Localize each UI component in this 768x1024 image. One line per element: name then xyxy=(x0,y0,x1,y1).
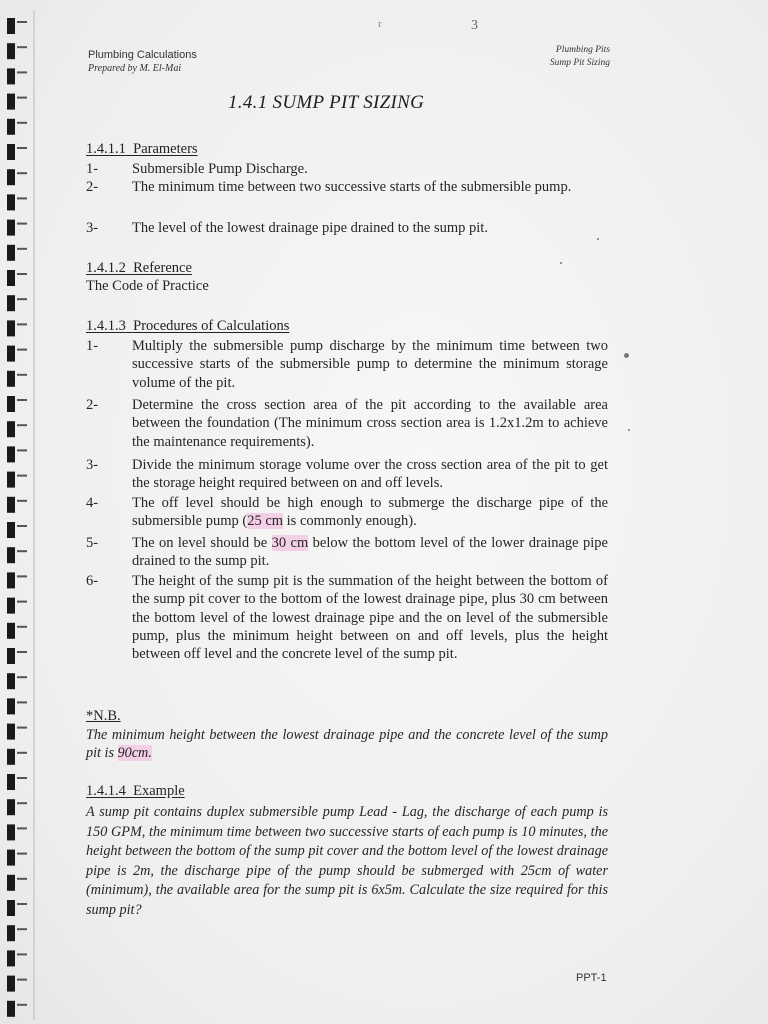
binding-hole xyxy=(7,724,15,740)
binding-tick xyxy=(17,979,27,981)
list-item xyxy=(86,337,606,393)
binding-tick xyxy=(17,601,27,603)
page-title: 1.4.1 SUMP PIT SIZING xyxy=(228,92,425,113)
binding-hole xyxy=(7,220,15,236)
binding-tick xyxy=(17,147,27,149)
section-title: Parameters xyxy=(133,141,198,157)
highlighted-value: 90cm. xyxy=(117,745,152,761)
binding-tick xyxy=(17,273,27,275)
item-number: 5- xyxy=(86,535,99,551)
binding-tick xyxy=(17,575,27,577)
binding-hole xyxy=(7,749,15,765)
binding-hole xyxy=(7,497,15,513)
list-item xyxy=(86,396,606,452)
binding-tick xyxy=(17,676,27,678)
header-topic: Sump Pit Sizing xyxy=(549,58,610,68)
item-text xyxy=(132,534,608,571)
binding-hole xyxy=(7,119,15,135)
binding-hole xyxy=(7,371,15,387)
binding-hole xyxy=(7,346,15,362)
binding-hole xyxy=(7,522,15,538)
header-left xyxy=(88,48,197,76)
binding-strip xyxy=(4,10,42,1020)
binding-tick xyxy=(17,827,27,829)
binding-tick xyxy=(17,21,27,23)
section-example-heading xyxy=(86,783,185,800)
item-number: 3- xyxy=(86,220,99,236)
text-run: is commonly enough). xyxy=(283,513,417,530)
list-item xyxy=(86,572,606,687)
binding-hole xyxy=(7,673,15,689)
item-text: Determine the cross section area of the pit according to the available area between the foundation (The minimum cross section area is 1.2x1.2m to achieve the maintenance requirements). xyxy=(132,397,608,450)
header-right xyxy=(515,44,610,70)
binding-hole xyxy=(7,320,15,336)
text-run: below the bottom level of the lower drainage pipe drained to the sump pit. xyxy=(132,535,608,570)
list-item xyxy=(86,534,606,572)
binding-hole xyxy=(7,572,15,588)
item-number: 2- xyxy=(86,397,99,413)
reference-text: The Code of Practice xyxy=(86,278,209,294)
binding-holes-graphic xyxy=(4,10,42,1020)
binding-tick xyxy=(17,323,27,325)
binding-tick xyxy=(17,349,27,351)
binding-tick xyxy=(17,197,27,199)
binding-tick xyxy=(17,752,27,754)
binding-tick xyxy=(17,1004,27,1006)
binding-hole xyxy=(7,295,15,311)
section-number: 1.4.1.1 xyxy=(86,141,126,157)
list-item xyxy=(86,456,606,494)
list-item xyxy=(86,494,606,532)
binding-hole xyxy=(7,94,15,110)
text-run: The minimum height between the lowest drainage pipe and the concrete level of the sump pit is xyxy=(86,727,608,761)
binding-tick xyxy=(17,802,27,804)
binding-tick xyxy=(17,928,27,930)
header-doc-title: Plumbing Calculations xyxy=(88,49,197,61)
binding-tick xyxy=(17,550,27,552)
binding-hole xyxy=(7,824,15,840)
binding-hole xyxy=(7,446,15,462)
binding-hole xyxy=(7,900,15,916)
binding-tick xyxy=(17,223,27,225)
binding-tick xyxy=(17,777,27,779)
binding-tick xyxy=(17,374,27,376)
binding-tick xyxy=(17,953,27,955)
list-item xyxy=(86,160,606,180)
section-number: 1.4.1.4 xyxy=(86,783,126,799)
binding-tick xyxy=(17,525,27,527)
binding-tick xyxy=(17,651,27,653)
binding-hole xyxy=(7,68,15,84)
example-text: A sump pit contains duplex submersible pump Lead - Lag, the discharge of each pump is 150 GPM, the minimum time between two successive starts of each pump is 10 minutes, the height between the bottom of the sump pit cover and the bottom level of the lowest drainage pipe is 2m, the discharge pipe of the pump should be submerged with 25cm of water (minimum), the available area for the sump pit is 6x5m. Calculate the size required for this sump pit? xyxy=(86,804,608,918)
section-reference-heading xyxy=(86,260,192,277)
scan-speck xyxy=(560,262,562,264)
item-text xyxy=(132,494,608,531)
scan-speck xyxy=(628,429,630,431)
binding-tick xyxy=(17,399,27,401)
binding-hole xyxy=(7,194,15,210)
binding-hole xyxy=(7,799,15,815)
binding-tick xyxy=(17,424,27,426)
binding-hole xyxy=(7,144,15,160)
item-number: 1- xyxy=(86,161,99,177)
binding-tick xyxy=(17,475,27,477)
binding-hole xyxy=(7,18,15,34)
section-procedures-heading xyxy=(86,318,289,335)
binding-tick xyxy=(17,71,27,73)
binding-hole xyxy=(7,950,15,966)
binding-hole xyxy=(7,472,15,488)
list-item xyxy=(86,219,606,239)
binding-hole xyxy=(7,648,15,664)
binding-hole xyxy=(7,245,15,261)
scan-mark: r xyxy=(378,18,382,30)
item-number: 4- xyxy=(86,495,99,511)
section-title: Reference xyxy=(133,260,192,276)
binding-tick xyxy=(17,248,27,250)
binding-hole xyxy=(7,698,15,714)
highlighted-value: 25 cm xyxy=(247,513,284,530)
binding-hole xyxy=(7,396,15,412)
binding-tick xyxy=(17,46,27,48)
section-title: Procedures of Calculations xyxy=(133,318,290,334)
binding-tick xyxy=(17,122,27,124)
item-text: The minimum time between two successive starts of the submersible pump. xyxy=(132,179,572,195)
binding-tick xyxy=(17,626,27,628)
scan-speck xyxy=(597,238,599,240)
item-number: 3- xyxy=(86,457,99,473)
binding-hole xyxy=(7,421,15,437)
binding-tick xyxy=(17,878,27,880)
section-number: 1.4.1.3 xyxy=(86,318,126,334)
binding-tick xyxy=(17,701,27,703)
binding-hole xyxy=(7,598,15,614)
header-author: Prepared by M. El-Mai xyxy=(88,63,182,74)
item-text: Multiply the submersible pump discharge by the minimum time between two successive starts of the submersible pump to determine the minimum storage volume of the pit. xyxy=(132,338,608,391)
binding-tick xyxy=(17,449,27,451)
binding-tick xyxy=(17,903,27,905)
note-heading: *N.B. xyxy=(86,708,121,724)
note-text xyxy=(86,726,608,762)
binding-hole xyxy=(7,169,15,185)
item-text: Divide the minimum storage volume over the cross section area of the pit to get the storage height required between on and off levels. xyxy=(132,457,608,492)
binding-tick xyxy=(17,853,27,855)
text-run: The on level should be xyxy=(132,535,272,551)
binding-hole xyxy=(7,547,15,563)
binding-hole xyxy=(7,623,15,639)
section-parameters-heading xyxy=(86,141,198,158)
header-chapter: Plumbing Pits xyxy=(555,45,610,55)
item-text: Submersible Pump Discharge. xyxy=(132,161,308,177)
page-footer-label: PPT-1 xyxy=(576,972,607,984)
binding-tick xyxy=(17,727,27,729)
binding-hole xyxy=(7,270,15,286)
scan-speck xyxy=(624,353,629,358)
text-run: The off level should be high enough to submerge the discharge pipe of the submersible pump ( xyxy=(132,495,608,530)
binding-hole xyxy=(7,976,15,992)
item-text: The height of the sump pit is the summation of the height between the bottom of the sump pit cover to the bottom of the lowest drainage pipe, plus 30 cm between the bottom level of the lowest drainage pipe and the on level of the submersible pump, plus the minimum height between on and off levels, plus the height between off level and the concrete level of the sump pit. xyxy=(132,573,608,663)
binding-tick xyxy=(17,500,27,502)
item-number: 1- xyxy=(86,338,99,354)
handwritten-page-number: 3 xyxy=(471,18,478,33)
item-number: 2- xyxy=(86,179,99,195)
section-title: Example xyxy=(133,783,185,799)
item-number: 6- xyxy=(86,573,99,589)
binding-hole xyxy=(7,875,15,891)
item-text: The level of the lowest drainage pipe drained to the sump pit. xyxy=(132,220,488,236)
binding-hole xyxy=(7,850,15,866)
binding-hole xyxy=(7,1001,15,1017)
section-number: 1.4.1.2 xyxy=(86,260,126,276)
binding-hole xyxy=(7,774,15,790)
list-item xyxy=(86,178,606,218)
binding-tick xyxy=(17,298,27,300)
binding-hole xyxy=(7,925,15,941)
binding-tick xyxy=(17,97,27,99)
highlighted-value: 30 cm xyxy=(271,535,309,551)
binding-tick xyxy=(17,172,27,174)
binding-hole xyxy=(7,43,15,59)
